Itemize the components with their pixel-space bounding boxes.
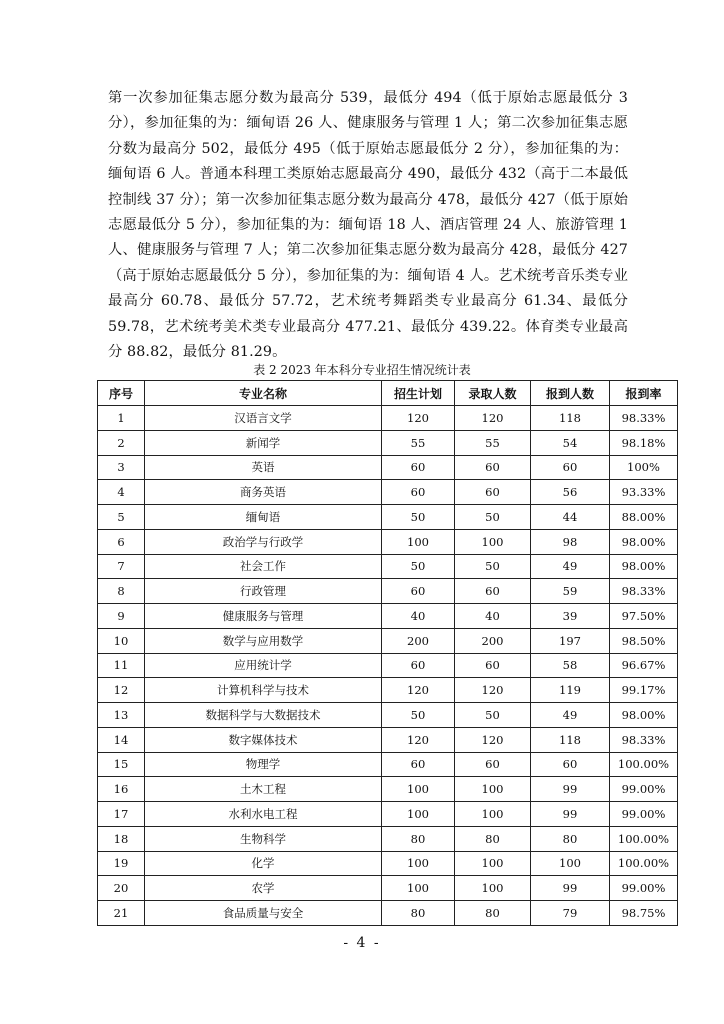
cell-major: 数字媒体技术 <box>145 727 382 752</box>
cell-admitted: 40 <box>455 604 531 629</box>
cell-plan: 100 <box>382 851 455 876</box>
cell-index: 16 <box>98 777 145 802</box>
cell-index: 1 <box>98 406 145 431</box>
cell-plan: 40 <box>382 604 455 629</box>
cell-index: 9 <box>98 604 145 629</box>
cell-major: 英语 <box>145 455 382 480</box>
cell-rate: 98.33% <box>610 406 678 431</box>
cell-major: 应用统计学 <box>145 653 382 678</box>
cell-index: 8 <box>98 579 145 604</box>
cell-plan: 50 <box>382 505 455 530</box>
cell-rate: 93.33% <box>610 480 678 505</box>
cell-index: 6 <box>98 529 145 554</box>
enrollment-table <box>97 380 678 926</box>
cell-plan: 60 <box>382 579 455 604</box>
table-row <box>98 703 678 728</box>
cell-reported: 60 <box>531 455 610 480</box>
cell-major: 数据科学与大数据技术 <box>145 703 382 728</box>
cell-admitted: 60 <box>455 579 531 604</box>
cell-plan: 120 <box>382 727 455 752</box>
table-row <box>98 678 678 703</box>
cell-rate: 100% <box>610 455 678 480</box>
cell-index: 20 <box>98 876 145 901</box>
cell-index: 11 <box>98 653 145 678</box>
cell-rate: 99.00% <box>610 802 678 827</box>
cell-major: 生物科学 <box>145 826 382 851</box>
cell-reported: 56 <box>531 480 610 505</box>
cell-reported: 60 <box>531 752 610 777</box>
table-row <box>98 455 678 480</box>
cell-plan: 100 <box>382 529 455 554</box>
cell-index: 21 <box>98 901 145 926</box>
cell-index: 13 <box>98 703 145 728</box>
table-row <box>98 529 678 554</box>
cell-admitted: 60 <box>455 653 531 678</box>
cell-index: 2 <box>98 430 145 455</box>
cell-admitted: 100 <box>455 529 531 554</box>
cell-rate: 99.00% <box>610 876 678 901</box>
cell-admitted: 80 <box>455 826 531 851</box>
cell-major: 水利水电工程 <box>145 802 382 827</box>
cell-major: 汉语言文学 <box>145 406 382 431</box>
cell-reported: 79 <box>531 901 610 926</box>
cell-reported: 39 <box>531 604 610 629</box>
cell-admitted: 80 <box>455 901 531 926</box>
table-row <box>98 876 678 901</box>
cell-major: 农学 <box>145 876 382 901</box>
cell-index: 4 <box>98 480 145 505</box>
cell-reported: 197 <box>531 628 610 653</box>
cell-rate: 98.33% <box>610 727 678 752</box>
cell-plan: 100 <box>382 802 455 827</box>
table-row <box>98 851 678 876</box>
cell-index: 12 <box>98 678 145 703</box>
page-number: - 4 - <box>343 935 381 951</box>
cell-plan: 60 <box>382 653 455 678</box>
cell-index: 5 <box>98 505 145 530</box>
table-row <box>98 802 678 827</box>
table-row <box>98 727 678 752</box>
cell-index: 17 <box>98 802 145 827</box>
cell-plan: 50 <box>382 703 455 728</box>
cell-plan: 50 <box>382 554 455 579</box>
table-row <box>98 826 678 851</box>
cell-plan: 120 <box>382 406 455 431</box>
header-admitted: 录取人数 <box>455 381 531 406</box>
cell-index: 7 <box>98 554 145 579</box>
cell-rate: 100.00% <box>610 851 678 876</box>
cell-rate: 98.00% <box>610 529 678 554</box>
table-row <box>98 505 678 530</box>
cell-rate: 99.17% <box>610 678 678 703</box>
cell-major: 计算机科学与技术 <box>145 678 382 703</box>
cell-rate: 98.50% <box>610 628 678 653</box>
cell-major: 物理学 <box>145 752 382 777</box>
cell-rate: 98.00% <box>610 703 678 728</box>
cell-admitted: 100 <box>455 876 531 901</box>
cell-reported: 58 <box>531 653 610 678</box>
cell-reported: 80 <box>531 826 610 851</box>
cell-reported: 54 <box>531 430 610 455</box>
header-index: 序号 <box>98 381 145 406</box>
cell-major: 新闻学 <box>145 430 382 455</box>
cell-admitted: 120 <box>455 406 531 431</box>
cell-reported: 99 <box>531 777 610 802</box>
cell-index: 18 <box>98 826 145 851</box>
cell-plan: 60 <box>382 752 455 777</box>
cell-major: 健康服务与管理 <box>145 604 382 629</box>
cell-admitted: 60 <box>455 752 531 777</box>
cell-major: 政治学与行政学 <box>145 529 382 554</box>
cell-admitted: 50 <box>455 505 531 530</box>
cell-admitted: 120 <box>455 678 531 703</box>
cell-index: 19 <box>98 851 145 876</box>
cell-admitted: 200 <box>455 628 531 653</box>
cell-admitted: 100 <box>455 802 531 827</box>
cell-reported: 119 <box>531 678 610 703</box>
cell-admitted: 50 <box>455 554 531 579</box>
cell-major: 化学 <box>145 851 382 876</box>
cell-admitted: 120 <box>455 727 531 752</box>
cell-rate: 97.50% <box>610 604 678 629</box>
cell-major: 缅甸语 <box>145 505 382 530</box>
cell-index: 10 <box>98 628 145 653</box>
header-reported: 报到人数 <box>531 381 610 406</box>
cell-reported: 44 <box>531 505 610 530</box>
table-row <box>98 604 678 629</box>
table-header-row <box>98 381 678 406</box>
cell-plan: 200 <box>382 628 455 653</box>
cell-major: 土木工程 <box>145 777 382 802</box>
table-row <box>98 430 678 455</box>
table-row <box>98 777 678 802</box>
cell-index: 14 <box>98 727 145 752</box>
cell-major: 数学与应用数学 <box>145 628 382 653</box>
table-row <box>98 752 678 777</box>
table-row <box>98 653 678 678</box>
table-row <box>98 901 678 926</box>
cell-plan: 55 <box>382 430 455 455</box>
cell-rate: 98.18% <box>610 430 678 455</box>
cell-rate: 99.00% <box>610 777 678 802</box>
cell-plan: 80 <box>382 826 455 851</box>
cell-plan: 100 <box>382 876 455 901</box>
cell-admitted: 55 <box>455 430 531 455</box>
cell-reported: 99 <box>531 876 610 901</box>
table-row <box>98 406 678 431</box>
cell-rate: 98.33% <box>610 579 678 604</box>
header-major: 专业名称 <box>145 381 382 406</box>
cell-rate: 88.00% <box>610 505 678 530</box>
cell-plan: 60 <box>382 480 455 505</box>
cell-plan: 100 <box>382 777 455 802</box>
cell-reported: 98 <box>531 529 610 554</box>
cell-admitted: 60 <box>455 480 531 505</box>
cell-reported: 100 <box>531 851 610 876</box>
cell-reported: 49 <box>531 703 610 728</box>
cell-admitted: 100 <box>455 777 531 802</box>
header-plan: 招生计划 <box>382 381 455 406</box>
cell-plan: 80 <box>382 901 455 926</box>
cell-reported: 118 <box>531 727 610 752</box>
cell-index: 15 <box>98 752 145 777</box>
table-row <box>98 480 678 505</box>
cell-index: 3 <box>98 455 145 480</box>
cell-reported: 118 <box>531 406 610 431</box>
table-body <box>98 406 678 926</box>
cell-rate: 100.00% <box>610 826 678 851</box>
cell-admitted: 60 <box>455 455 531 480</box>
table-row <box>98 554 678 579</box>
cell-rate: 98.75% <box>610 901 678 926</box>
cell-rate: 96.67% <box>610 653 678 678</box>
cell-major: 商务英语 <box>145 480 382 505</box>
cell-major: 行政管理 <box>145 579 382 604</box>
cell-admitted: 100 <box>455 851 531 876</box>
cell-admitted: 50 <box>455 703 531 728</box>
cell-major: 食品质量与安全 <box>145 901 382 926</box>
cell-reported: 59 <box>531 579 610 604</box>
cell-plan: 120 <box>382 678 455 703</box>
table-row <box>98 579 678 604</box>
cell-rate: 98.00% <box>610 554 678 579</box>
body-paragraph: 第一次参加征集志愿分数为最高分 539，最低分 494（低于原始志愿最低分 3 分），参加征集的为：缅甸语 26 人、健康服务与管理 1 人；第二次参加征集志愿分数为最高分 502，最低分 495（低于原始志愿最低分 2 分），参加征集的为：缅甸语 6 人。普通本科理工类原始志愿最高分 490，最低分 432（高于二本最低控制线 37 分）；第一次参加征集志愿分数为最高分 478，最低分 427（低于原始志愿最低分 5 分），参加征集的为：缅甸语 18 人、酒店管理 24 人、旅游管理 1 人、健康服务与管理 7 人；第二次参加征集志愿分数为最高分 428，最低分 427（高于原始志愿最低分 5 分），参加征集的为：缅甸语 4 人。艺术统考音乐类专业最高分 60.78、最低分 57.72，艺术统考舞蹈类专业最高分 61.34、最低分 59.78，艺术统考美术类专业最高分 477.21、最低分 439.22。体育类专业最高分 88.82，最低分 81.29。 <box>108 90 628 361</box>
cell-major: 社会工作 <box>145 554 382 579</box>
table-row <box>98 628 678 653</box>
cell-rate: 100.00% <box>610 752 678 777</box>
cell-reported: 49 <box>531 554 610 579</box>
cell-plan: 60 <box>382 455 455 480</box>
table-caption: 表 2 2023 年本科分专业招生情况统计表 <box>253 363 471 377</box>
header-rate: 报到率 <box>610 381 678 406</box>
cell-reported: 99 <box>531 802 610 827</box>
